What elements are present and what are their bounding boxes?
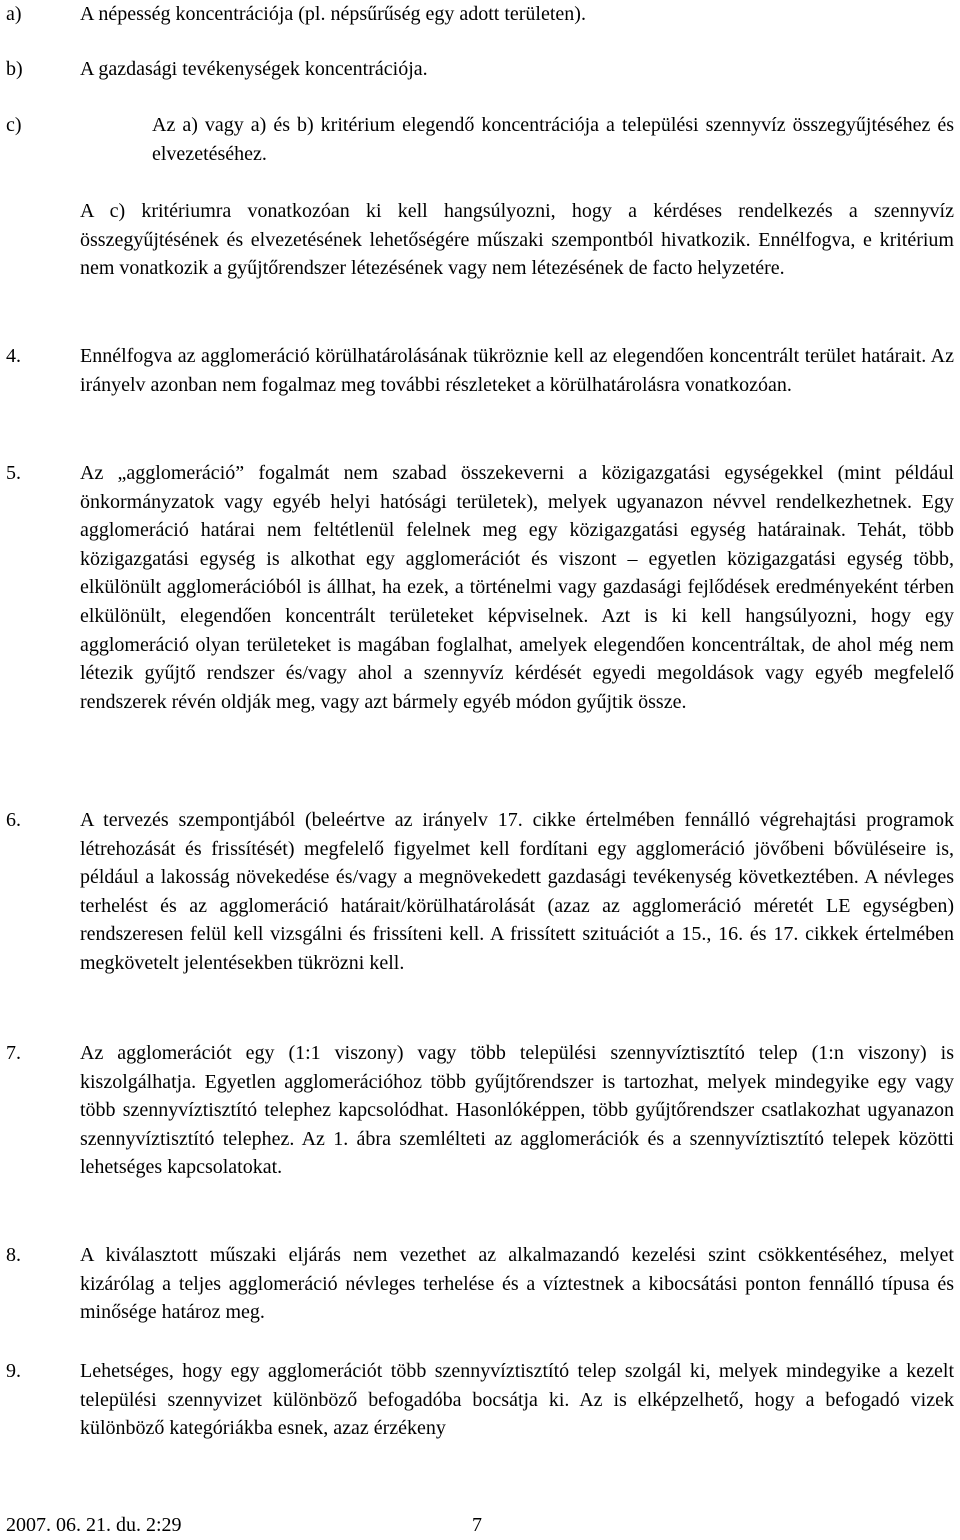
criteria-text: A népesség koncentrációja (pl. népsűrűség egy adott területen). — [80, 3, 586, 25]
section-9 — [6, 1357, 954, 1443]
section-6 — [6, 806, 954, 978]
criteria-text: Az a) vagy a) és b) kritérium elegendő koncentrációja a települési szennyvíz összegyűjtéséhez és elvezetéséhez. — [152, 114, 954, 165]
section-number: 4. — [6, 345, 21, 367]
criteria-item-c — [6, 111, 954, 168]
section-text: Az „agglomeráció” fogalmát nem szabad összekeverni a közigazgatási egységekkel (mint például önkormányzatok vagy egyéb helyi hatósági területek), melyek ugyanazon névvel rendelkezhetnek. Egy agglomeráció határai nem feltétlenül felelnek meg egy közigazgatási egység határainak. Tehát, több közigazgatási egység is alkothat egy agglomerációt és viszont – egyetlen közigazgatási egység több, elkülönült agglomerációból is állhat, ha ezek, a történelmi vagy gazdasági fejlődések eredményeként térben elkülönült, elegendően koncentrált területeket képviselnek. Azt is ki kell hangsúlyozni, hogy egy agglomeráció olyan területeket is magában foglalhat, amelyek elegendően koncentráltak, de ahol még nem létezik gyűjtő rendszer és/vagy ahol a szennyvíz kérdését egyedi megoldások vagy egyéb megfelelő rendszerek révén oldják meg, vagy azt bármely egyéb módon gyűjtik össze. — [80, 462, 954, 713]
section-number: 6. — [6, 809, 21, 831]
intro-paragraph — [80, 197, 954, 283]
section-8 — [6, 1241, 954, 1327]
section-text: A tervezés szempontjából (beleértve az irányelv 17. cikke értelmében fennálló végrehajtási programok létrehozását és frissítését) megfelelő figyelmet kell fordítani egy agglomeráció jövőbeni bővüléseire is, például a lakosság növekedése és/vagy a megnövekedett gazdasági tevékenység következtében. A névleges terhelést és az agglomeráció határait/körülhatárolását (azaz az agglomeráció méretét LE egységben) rendszeresen felül kell vizsgálni és frissíteni kell. A frissített szituációt a 15., 16. és 17. cikkek értelmében megkövetelt jelentésekben tükrözni kell. — [80, 809, 954, 974]
page-number: 7 — [472, 1514, 482, 1536]
criteria-label: b) — [6, 58, 23, 80]
section-4 — [6, 342, 954, 399]
section-number: 5. — [6, 462, 21, 484]
criteria-label: a) — [6, 3, 22, 25]
section-text: A kiválasztott műszaki eljárás nem vezethet az alkalmazandó kezelési szint csökkentéséhez, melyet kizárólag a teljes agglomeráció névleges terhelése és a víztestnek a kibocsátási ponton fennálló típusa és minősége határoz meg. — [80, 1244, 954, 1324]
criteria-text: A gazdasági tevékenységek koncentrációja. — [80, 58, 428, 80]
criteria-item-a — [6, 0, 954, 29]
section-text: Lehetséges, hogy egy agglomerációt több szennyvíztisztító telep szolgál ki, melyek mindegyike a kezelt települési szennyvizet különböző befogadóba bocsátja ki. Az is elképzelhető, hogy a befogadó vizek különböző kategóriákba esnek, azaz érzékeny — [80, 1360, 954, 1440]
criteria-label: c) — [6, 114, 22, 136]
section-number: 9. — [6, 1360, 21, 1382]
section-number: 7. — [6, 1042, 21, 1064]
intro-paragraph-text: A c) kritériumra vonatkozóan ki kell hangsúlyozni, hogy a kérdéses rendelkezés a szennyvíz összegyűjtésének és elvezetésének lehetőségére műszaki szempontból hivatkozik. Ennélfogva, e kritérium nem vonatkozik a gyűjtőrendszer létezésének vagy nem létezésének de facto helyzetére. — [80, 200, 954, 280]
criteria-item-b — [6, 55, 954, 84]
section-5 — [6, 459, 954, 716]
section-text: Ennélfogva az agglomeráció körülhatárolásának tükröznie kell az elegendően koncentrált terület határait. Az irányelv azonban nem fogalmaz meg további részleteket a körülhatárolásra vonatkozóan. — [80, 345, 954, 396]
footer-date: 2007. 06. 21. du. 2:29 — [6, 1514, 182, 1536]
section-7 — [6, 1039, 954, 1182]
section-number: 8. — [6, 1244, 21, 1266]
section-text: Az agglomerációt egy (1:1 viszony) vagy több települési szennyvíztisztító telep (1:n viszony) is kiszolgálhatja. Egyetlen agglomerációhoz több gyűjtőrendszer is tartozhat, melyek mindegyike egy vagy több szennyvíztisztító telephez kapcsolódhat. Hasonlóképpen, több gyűjtőrendszer csatlakozhat ugyanazon szennyvíztisztító telephez. Az 1. ábra szemlélteti az agglomerációk és a szennyvíztisztító telepek közötti lehetséges kapcsolatokat. — [80, 1042, 954, 1179]
